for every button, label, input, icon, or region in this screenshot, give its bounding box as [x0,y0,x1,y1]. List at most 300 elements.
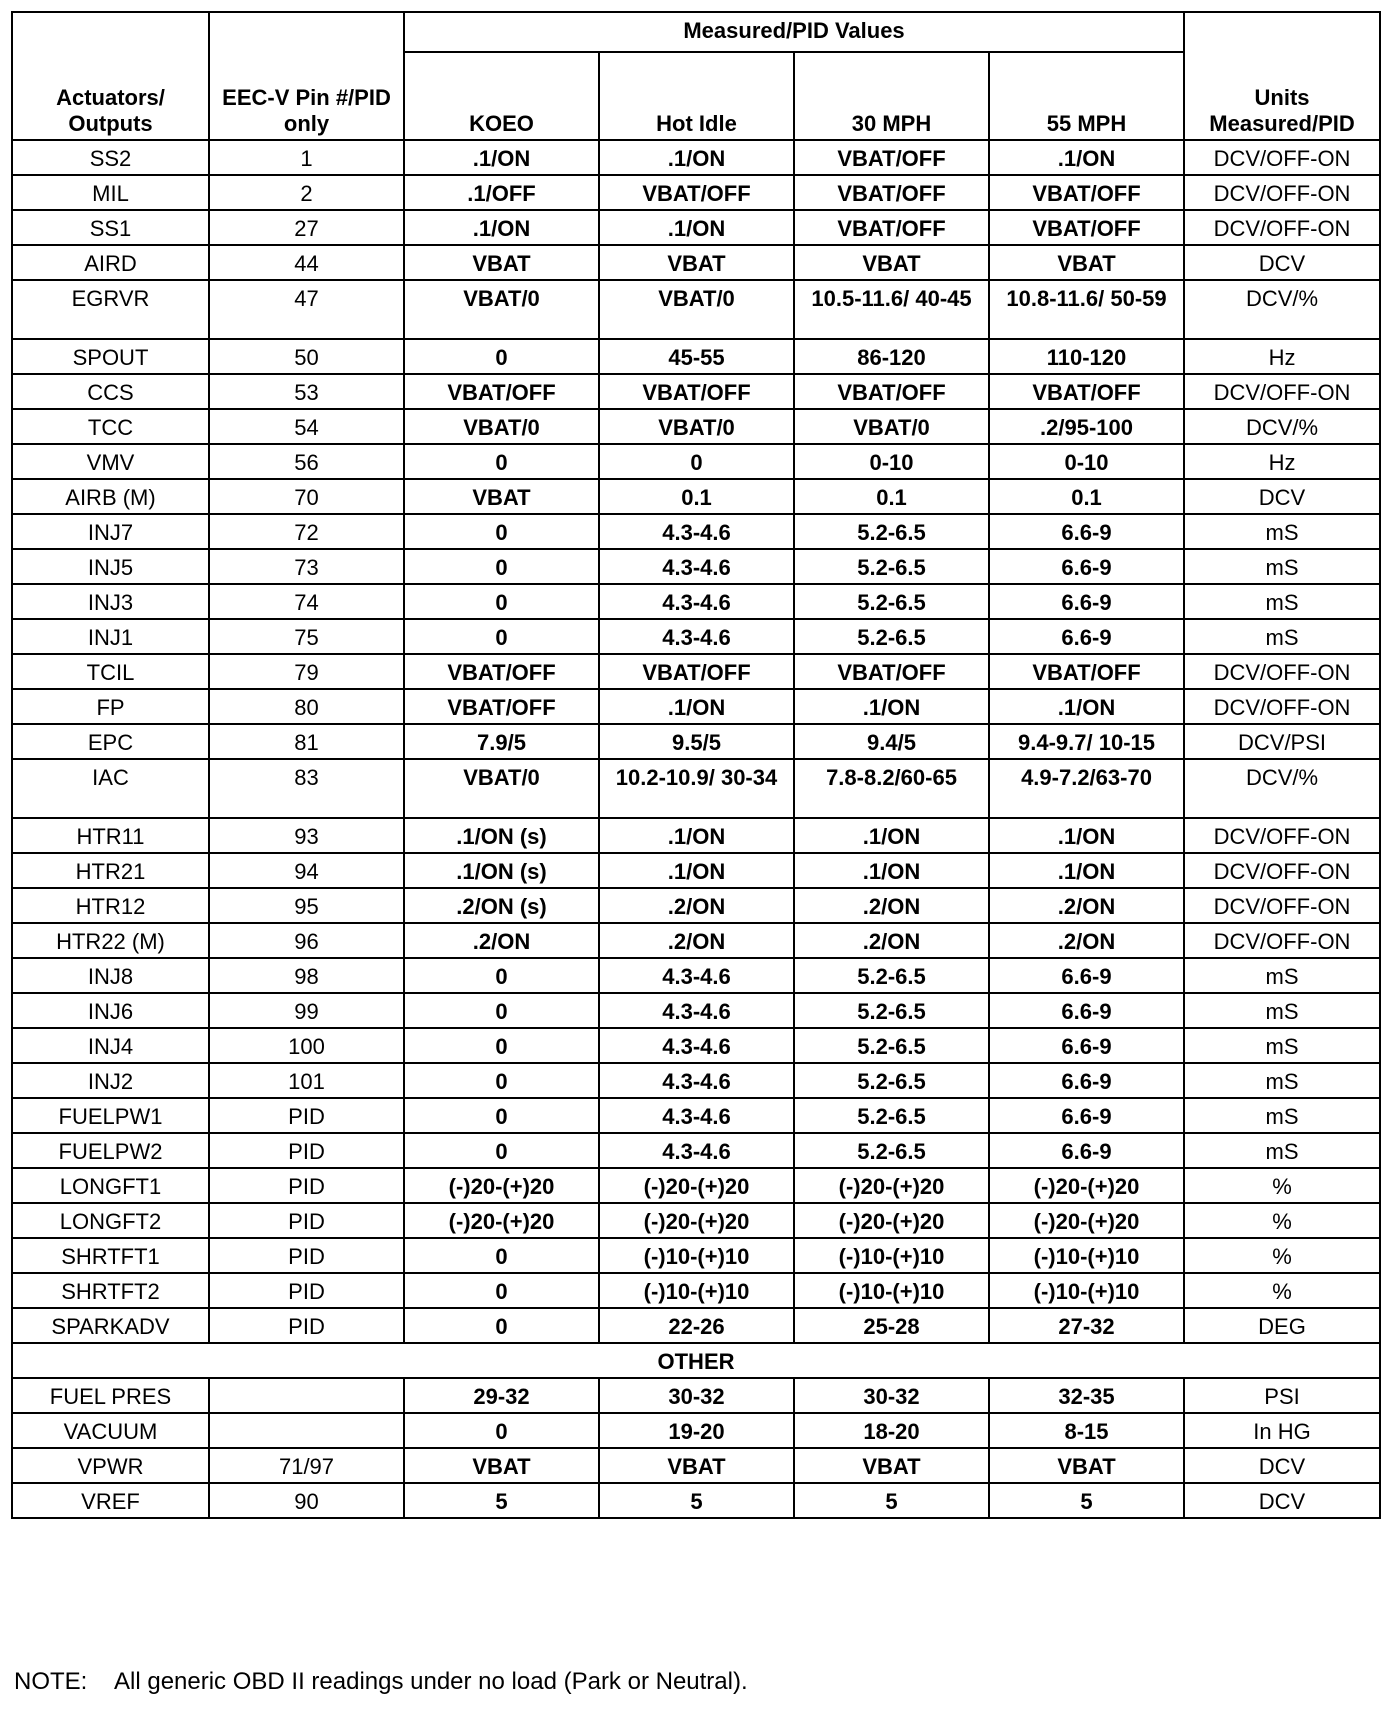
cell-pin: 101 [209,1063,404,1098]
cell-mph55: 4.9-7.2/63-70 [989,759,1184,818]
cell-mph55: 6.6-9 [989,1028,1184,1063]
cell-mph30: .1/ON [794,818,989,853]
table-row [12,1378,1380,1413]
cell-actuator: TCIL [12,654,209,689]
cell-mph30: VBAT/OFF [794,175,989,210]
cell-actuator: INJ1 [12,619,209,654]
cell-mph30: VBAT/OFF [794,140,989,175]
cell-pin: 27 [209,210,404,245]
cell-actuator: INJ5 [12,549,209,584]
cell-koeo: 0 [404,993,599,1028]
header-measured-group: Measured/PID Values [404,12,1184,52]
cell-actuator: CCS [12,374,209,409]
cell-koeo: 0 [404,339,599,374]
cell-mph55: (-)20-(+)20 [989,1168,1184,1203]
cell-hot-idle: .2/ON [599,923,794,958]
cell-pin: 94 [209,853,404,888]
cell-koeo: 0 [404,1273,599,1308]
cell-pin: 100 [209,1028,404,1063]
cell-koeo: .1/ON (s) [404,818,599,853]
section-row-other [12,1343,1380,1378]
cell-units: PSI [1184,1378,1380,1413]
cell-mph55: 9.4-9.7/ 10-15 [989,724,1184,759]
cell-actuator: FUELPW2 [12,1133,209,1168]
cell-units: mS [1184,549,1380,584]
cell-koeo: 29-32 [404,1378,599,1413]
cell-hot-idle: .1/ON [599,210,794,245]
cell-mph55: 27-32 [989,1308,1184,1343]
table-row [12,888,1380,923]
cell-koeo: (-)20-(+)20 [404,1203,599,1238]
cell-mph30: 5.2-6.5 [794,549,989,584]
cell-mph55: 6.6-9 [989,993,1184,1028]
cell-mph55: .1/ON [989,689,1184,724]
cell-hot-idle: VBAT/0 [599,280,794,339]
cell-hot-idle: 4.3-4.6 [599,514,794,549]
cell-mph30: VBAT/OFF [794,210,989,245]
cell-units: mS [1184,958,1380,993]
cell-koeo: (-)20-(+)20 [404,1168,599,1203]
cell-actuator: LONGFT2 [12,1203,209,1238]
cell-mph30: .2/ON [794,888,989,923]
header-pin: EEC-V Pin #/PID only [209,12,404,140]
cell-koeo: 0 [404,1063,599,1098]
cell-pin [209,1378,404,1413]
cell-mph30: 5 [794,1483,989,1518]
cell-koeo: VBAT/OFF [404,654,599,689]
cell-mph30: 5.2-6.5 [794,514,989,549]
cell-koeo: VBAT/0 [404,409,599,444]
table-row [12,993,1380,1028]
cell-units: mS [1184,514,1380,549]
cell-pin: 50 [209,339,404,374]
cell-hot-idle: 4.3-4.6 [599,619,794,654]
cell-units: DCV [1184,1483,1380,1518]
cell-pin: 90 [209,1483,404,1518]
cell-mph55: 10.8-11.6/ 50-59 [989,280,1184,339]
cell-mph30: (-)20-(+)20 [794,1168,989,1203]
cell-pin: PID [209,1133,404,1168]
cell-koeo: 5 [404,1483,599,1518]
cell-mph30: 0.1 [794,479,989,514]
cell-units: DEG [1184,1308,1380,1343]
cell-koeo: 0 [404,1238,599,1273]
cell-units: Hz [1184,339,1380,374]
cell-pin: 54 [209,409,404,444]
cell-hot-idle: 22-26 [599,1308,794,1343]
table-row [12,818,1380,853]
cell-actuator: SS1 [12,210,209,245]
cell-units: DCV/OFF-ON [1184,853,1380,888]
cell-units: DCV/OFF-ON [1184,374,1380,409]
cell-hot-idle: 4.3-4.6 [599,1098,794,1133]
cell-koeo: VBAT/0 [404,280,599,339]
cell-hot-idle: 30-32 [599,1378,794,1413]
cell-mph55: .2/95-100 [989,409,1184,444]
cell-pin: PID [209,1168,404,1203]
cell-actuator: INJ3 [12,584,209,619]
cell-mph55: .1/ON [989,853,1184,888]
cell-mph55: VBAT/OFF [989,374,1184,409]
table-header [12,12,1380,140]
cell-units: Hz [1184,444,1380,479]
cell-pin: 95 [209,888,404,923]
cell-pin: 79 [209,654,404,689]
cell-units: % [1184,1273,1380,1308]
cell-units: mS [1184,1028,1380,1063]
cell-mph55: (-)20-(+)20 [989,1203,1184,1238]
cell-mph55: (-)10-(+)10 [989,1238,1184,1273]
cell-mph30: 7.8-8.2/60-65 [794,759,989,818]
cell-actuator: LONGFT1 [12,1168,209,1203]
cell-units: % [1184,1203,1380,1238]
header-actuators: Actuators/ Outputs [12,12,209,140]
cell-actuator: INJ7 [12,514,209,549]
cell-units: mS [1184,1098,1380,1133]
table-row [12,339,1380,374]
cell-koeo: 0 [404,1098,599,1133]
table-body [12,140,1380,1518]
cell-koeo: 0 [404,619,599,654]
cell-mph55: 6.6-9 [989,1063,1184,1098]
cell-pin: 81 [209,724,404,759]
cell-hot-idle: 4.3-4.6 [599,1133,794,1168]
cell-mph30: 5.2-6.5 [794,1133,989,1168]
cell-units: DCV/OFF-ON [1184,175,1380,210]
cell-mph30: 10.5-11.6/ 40-45 [794,280,989,339]
cell-mph55: .2/ON [989,923,1184,958]
cell-pin: 53 [209,374,404,409]
cell-mph30: (-)10-(+)10 [794,1238,989,1273]
cell-actuator: SS2 [12,140,209,175]
cell-mph30: VBAT [794,1448,989,1483]
cell-units: DCV/OFF-ON [1184,689,1380,724]
cell-mph30: .1/ON [794,853,989,888]
cell-units: mS [1184,584,1380,619]
cell-hot-idle: VBAT/OFF [599,654,794,689]
cell-mph30: .2/ON [794,923,989,958]
cell-koeo: 0 [404,584,599,619]
table-row [12,1168,1380,1203]
cell-mph30: VBAT [794,245,989,280]
cell-hot-idle: VBAT/OFF [599,374,794,409]
cell-hot-idle: 4.3-4.6 [599,584,794,619]
cell-mph30: 86-120 [794,339,989,374]
cell-mph55: 8-15 [989,1413,1184,1448]
table-row [12,479,1380,514]
cell-units: DCV/OFF-ON [1184,818,1380,853]
cell-mph30: 18-20 [794,1413,989,1448]
cell-units: DCV/OFF-ON [1184,923,1380,958]
cell-units: mS [1184,993,1380,1028]
cell-actuator: AIRB (M) [12,479,209,514]
cell-actuator: INJ8 [12,958,209,993]
cell-pin: 71/97 [209,1448,404,1483]
cell-mph30: (-)10-(+)10 [794,1273,989,1308]
cell-mph55: 0.1 [989,479,1184,514]
cell-mph30: 5.2-6.5 [794,1098,989,1133]
cell-actuator: INJ6 [12,993,209,1028]
table-row [12,374,1380,409]
cell-actuator: SPOUT [12,339,209,374]
cell-pin: 93 [209,818,404,853]
cell-hot-idle: 0 [599,444,794,479]
cell-koeo: .2/ON [404,923,599,958]
table-row [12,245,1380,280]
footnote [14,1668,748,1696]
cell-mph30: 9.4/5 [794,724,989,759]
cell-koeo: 0 [404,1133,599,1168]
cell-mph55: VBAT [989,245,1184,280]
table-row [12,140,1380,175]
cell-pin: 74 [209,584,404,619]
table-row [12,1308,1380,1343]
cell-hot-idle: VBAT [599,1448,794,1483]
cell-hot-idle: 0.1 [599,479,794,514]
table-row [12,654,1380,689]
cell-koeo: VBAT/OFF [404,374,599,409]
cell-koeo: VBAT [404,245,599,280]
cell-koeo: VBAT [404,1448,599,1483]
section-label-other: OTHER [12,1343,1380,1378]
table-row [12,619,1380,654]
cell-units: DCV/OFF-ON [1184,654,1380,689]
cell-koeo: .1/OFF [404,175,599,210]
cell-mph30: 0-10 [794,444,989,479]
table-row [12,210,1380,245]
cell-hot-idle: VBAT/OFF [599,175,794,210]
cell-units: DCV/OFF-ON [1184,888,1380,923]
cell-mph55: VBAT/OFF [989,210,1184,245]
cell-hot-idle: VBAT [599,245,794,280]
cell-actuator: SPARKADV [12,1308,209,1343]
cell-hot-idle: .1/ON [599,818,794,853]
cell-hot-idle: 45-55 [599,339,794,374]
cell-mph30: 5.2-6.5 [794,1063,989,1098]
cell-units: DCV [1184,245,1380,280]
cell-mph30: 25-28 [794,1308,989,1343]
table-row [12,759,1380,818]
table-row [12,1273,1380,1308]
cell-koeo: .1/ON [404,140,599,175]
cell-hot-idle: 10.2-10.9/ 30-34 [599,759,794,818]
cell-mph55: .1/ON [989,140,1184,175]
cell-koeo: .1/ON [404,210,599,245]
cell-hot-idle: 4.3-4.6 [599,993,794,1028]
header-units: Units Measured/PID [1184,12,1380,140]
cell-mph55: (-)10-(+)10 [989,1273,1184,1308]
cell-hot-idle: 19-20 [599,1413,794,1448]
table-row [12,1098,1380,1133]
cell-hot-idle: (-)20-(+)20 [599,1168,794,1203]
header-koeo: KOEO [404,52,599,140]
header-55-mph: 55 MPH [989,52,1184,140]
cell-units: In HG [1184,1413,1380,1448]
table-row [12,409,1380,444]
note-label: NOTE: [14,1668,88,1695]
cell-actuator: VMV [12,444,209,479]
cell-hot-idle: 4.3-4.6 [599,1028,794,1063]
cell-mph30: VBAT/OFF [794,654,989,689]
cell-actuator: EPC [12,724,209,759]
cell-actuator: HTR22 (M) [12,923,209,958]
cell-koeo: 0 [404,444,599,479]
cell-koeo: 0 [404,1413,599,1448]
cell-mph55: 6.6-9 [989,619,1184,654]
table-row [12,1133,1380,1168]
cell-actuator: VREF [12,1483,209,1518]
cell-pin: 73 [209,549,404,584]
cell-units: % [1184,1238,1380,1273]
table-row [12,584,1380,619]
cell-hot-idle: (-)10-(+)10 [599,1273,794,1308]
cell-pin: PID [209,1308,404,1343]
cell-koeo: 0 [404,1308,599,1343]
cell-units: DCV/PSI [1184,724,1380,759]
cell-mph30: .1/ON [794,689,989,724]
cell-pin: PID [209,1273,404,1308]
cell-koeo: VBAT/OFF [404,689,599,724]
pid-values-table [11,11,1381,1519]
table-row [12,689,1380,724]
cell-pin: 44 [209,245,404,280]
cell-pin: 72 [209,514,404,549]
cell-actuator: EGRVR [12,280,209,339]
cell-mph55: 6.6-9 [989,549,1184,584]
cell-hot-idle: .1/ON [599,853,794,888]
cell-hot-idle: 4.3-4.6 [599,958,794,993]
cell-mph30: 30-32 [794,1378,989,1413]
cell-pin: 47 [209,280,404,339]
cell-pin: 96 [209,923,404,958]
table-row [12,1238,1380,1273]
cell-mph55: 5 [989,1483,1184,1518]
header-hot-idle: Hot Idle [599,52,794,140]
cell-actuator: FUEL PRES [12,1378,209,1413]
cell-pin: PID [209,1203,404,1238]
cell-actuator: SHRTFT1 [12,1238,209,1273]
cell-hot-idle: 4.3-4.6 [599,549,794,584]
cell-actuator: HTR11 [12,818,209,853]
note-text: All generic OBD II readings under no load (Park or Neutral). [114,1668,748,1695]
table-row [12,853,1380,888]
cell-units: mS [1184,1063,1380,1098]
cell-koeo: 0 [404,958,599,993]
cell-koeo: VBAT/0 [404,759,599,818]
cell-koeo: 7.9/5 [404,724,599,759]
cell-koeo: 0 [404,514,599,549]
cell-koeo: .2/ON (s) [404,888,599,923]
table-row [12,1028,1380,1063]
cell-actuator: INJ4 [12,1028,209,1063]
cell-mph30: VBAT/OFF [794,374,989,409]
table-row [12,514,1380,549]
table-row [12,1063,1380,1098]
cell-mph55: 6.6-9 [989,514,1184,549]
cell-actuator: INJ2 [12,1063,209,1098]
cell-koeo: VBAT [404,479,599,514]
table-row [12,175,1380,210]
header-30-mph: 30 MPH [794,52,989,140]
cell-units: DCV [1184,1448,1380,1483]
cell-pin: 75 [209,619,404,654]
cell-mph30: 5.2-6.5 [794,958,989,993]
cell-hot-idle: .2/ON [599,888,794,923]
cell-koeo: 0 [404,1028,599,1063]
cell-units: % [1184,1168,1380,1203]
cell-koeo: .1/ON (s) [404,853,599,888]
cell-pin: PID [209,1098,404,1133]
cell-mph55: VBAT/OFF [989,175,1184,210]
cell-pin: 2 [209,175,404,210]
cell-mph55: 6.6-9 [989,958,1184,993]
cell-hot-idle: .1/ON [599,689,794,724]
cell-actuator: AIRD [12,245,209,280]
cell-units: DCV/% [1184,280,1380,339]
cell-mph55: 6.6-9 [989,584,1184,619]
cell-hot-idle: 9.5/5 [599,724,794,759]
cell-mph30: (-)20-(+)20 [794,1203,989,1238]
table-row [12,444,1380,479]
table-row [12,1413,1380,1448]
cell-hot-idle: 5 [599,1483,794,1518]
cell-pin: 70 [209,479,404,514]
table-row [12,280,1380,339]
cell-actuator: IAC [12,759,209,818]
cell-units: mS [1184,1133,1380,1168]
cell-mph30: 5.2-6.5 [794,1028,989,1063]
cell-units: DCV/OFF-ON [1184,210,1380,245]
cell-units: mS [1184,619,1380,654]
cell-actuator: HTR21 [12,853,209,888]
cell-actuator: MIL [12,175,209,210]
cell-pin: PID [209,1238,404,1273]
cell-mph55: .2/ON [989,888,1184,923]
cell-mph55: 6.6-9 [989,1133,1184,1168]
cell-actuator: HTR12 [12,888,209,923]
cell-units: DCV/% [1184,759,1380,818]
table-row [12,549,1380,584]
cell-mph55: .1/ON [989,818,1184,853]
cell-pin: 83 [209,759,404,818]
cell-mph30: 5.2-6.5 [794,993,989,1028]
cell-actuator: TCC [12,409,209,444]
cell-pin: 56 [209,444,404,479]
table-row [12,958,1380,993]
cell-mph55: 6.6-9 [989,1098,1184,1133]
cell-mph55: 110-120 [989,339,1184,374]
cell-hot-idle: (-)10-(+)10 [599,1238,794,1273]
cell-units: DCV [1184,479,1380,514]
cell-mph55: VBAT [989,1448,1184,1483]
cell-actuator: VACUUM [12,1413,209,1448]
cell-pin: 1 [209,140,404,175]
table-row [12,724,1380,759]
cell-mph30: VBAT/0 [794,409,989,444]
cell-actuator: FP [12,689,209,724]
cell-koeo: 0 [404,549,599,584]
cell-pin: 98 [209,958,404,993]
cell-mph55: VBAT/OFF [989,654,1184,689]
cell-hot-idle: VBAT/0 [599,409,794,444]
cell-pin: 80 [209,689,404,724]
table-row [12,1448,1380,1483]
cell-actuator: SHRTFT2 [12,1273,209,1308]
cell-pin: 99 [209,993,404,1028]
cell-hot-idle: 4.3-4.6 [599,1063,794,1098]
cell-pin [209,1413,404,1448]
cell-actuator: VPWR [12,1448,209,1483]
